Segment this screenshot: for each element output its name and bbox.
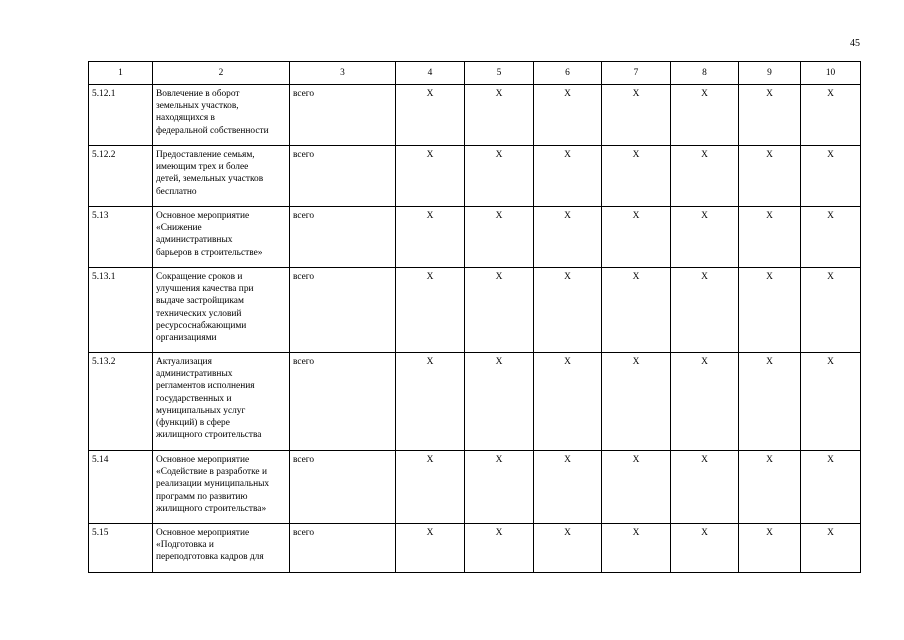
value-cell: Х [801, 85, 861, 146]
page-number: 45 [850, 38, 860, 49]
value-cell: Х [465, 353, 534, 451]
column-header: 6 [534, 62, 602, 85]
value-cell: Х [801, 146, 861, 207]
value-cell: Х [465, 268, 534, 353]
column-number-row [89, 62, 861, 85]
table-row [89, 524, 861, 573]
funding-type: всего [290, 268, 396, 353]
value-cell: Х [534, 85, 602, 146]
activity-name: Вовлечение в оборот земельных участков, находящихся в федеральной собственности [153, 85, 290, 146]
value-cell: Х [739, 146, 801, 207]
funding-type: всего [290, 85, 396, 146]
value-cell: Х [465, 207, 534, 268]
value-cell: Х [602, 207, 671, 268]
value-cell: Х [396, 85, 465, 146]
value-cell: Х [602, 268, 671, 353]
value-cell: Х [534, 268, 602, 353]
value-cell: Х [396, 207, 465, 268]
item-number: 5.13.1 [89, 268, 153, 353]
value-cell: Х [739, 524, 801, 573]
column-header: 7 [602, 62, 671, 85]
value-cell: Х [801, 268, 861, 353]
value-cell: Х [534, 353, 602, 451]
column-header: 4 [396, 62, 465, 85]
value-cell: Х [801, 353, 861, 451]
table-row [89, 451, 861, 524]
value-cell: Х [801, 207, 861, 268]
value-cell: Х [602, 353, 671, 451]
column-header: 5 [465, 62, 534, 85]
value-cell: Х [602, 85, 671, 146]
table-row [89, 353, 861, 451]
item-number: 5.13.2 [89, 353, 153, 451]
activity-name: Основное мероприятие «Снижение административных барьеров в строительстве» [153, 207, 290, 268]
value-cell: Х [534, 207, 602, 268]
value-cell: Х [534, 146, 602, 207]
value-cell: Х [671, 524, 739, 573]
activity-name: Основное мероприятие «Подготовка и переподготовка кадров для [153, 524, 290, 573]
item-number: 5.13 [89, 207, 153, 268]
funding-type: всего [290, 146, 396, 207]
item-number: 5.12.1 [89, 85, 153, 146]
table-row [89, 85, 861, 146]
column-header: 8 [671, 62, 739, 85]
activity-name: Актуализация административных регламентов исполнения государственных и муниципальных услуг (функций) в сфере жилищного строительства [153, 353, 290, 451]
value-cell: Х [465, 146, 534, 207]
value-cell: Х [602, 451, 671, 524]
funding-type: всего [290, 524, 396, 573]
value-cell: Х [602, 146, 671, 207]
value-cell: Х [801, 524, 861, 573]
table-row [89, 207, 861, 268]
value-cell: Х [396, 268, 465, 353]
value-cell: Х [739, 85, 801, 146]
value-cell: Х [396, 451, 465, 524]
table-body [89, 85, 861, 573]
item-number: 5.14 [89, 451, 153, 524]
funding-type: всего [290, 451, 396, 524]
value-cell: Х [739, 268, 801, 353]
activity-name: Основное мероприятие «Содействие в разработке и реализации муниципальных программ по развитию жилищного строительства» [153, 451, 290, 524]
column-header: 9 [739, 62, 801, 85]
value-cell: Х [534, 451, 602, 524]
value-cell: Х [396, 146, 465, 207]
column-header: 2 [153, 62, 290, 85]
value-cell: Х [671, 451, 739, 524]
value-cell: Х [671, 207, 739, 268]
value-cell: Х [534, 524, 602, 573]
item-number: 5.15 [89, 524, 153, 573]
value-cell: Х [396, 524, 465, 573]
value-cell: Х [739, 353, 801, 451]
value-cell: Х [671, 146, 739, 207]
value-cell: Х [396, 353, 465, 451]
column-header: 3 [290, 62, 396, 85]
item-number: 5.12.2 [89, 146, 153, 207]
value-cell: Х [465, 451, 534, 524]
value-cell: Х [465, 85, 534, 146]
funding-type: всего [290, 353, 396, 451]
column-header: 10 [801, 62, 861, 85]
value-cell: Х [671, 353, 739, 451]
activity-name: Предоставление семьям, имеющим трех и более детей, земельных участков бесплатно [153, 146, 290, 207]
value-cell: Х [739, 207, 801, 268]
table-row [89, 146, 861, 207]
value-cell: Х [671, 268, 739, 353]
funding-type: всего [290, 207, 396, 268]
value-cell: Х [671, 85, 739, 146]
program-activities-table [88, 61, 861, 573]
value-cell: Х [801, 451, 861, 524]
value-cell: Х [739, 451, 801, 524]
column-header: 1 [89, 62, 153, 85]
value-cell: Х [465, 524, 534, 573]
table-row [89, 268, 861, 353]
activity-name: Сокращение сроков и улучшения качества при выдаче застройщикам технических условий ресурсоснабжающими организациями [153, 268, 290, 353]
value-cell: Х [602, 524, 671, 573]
